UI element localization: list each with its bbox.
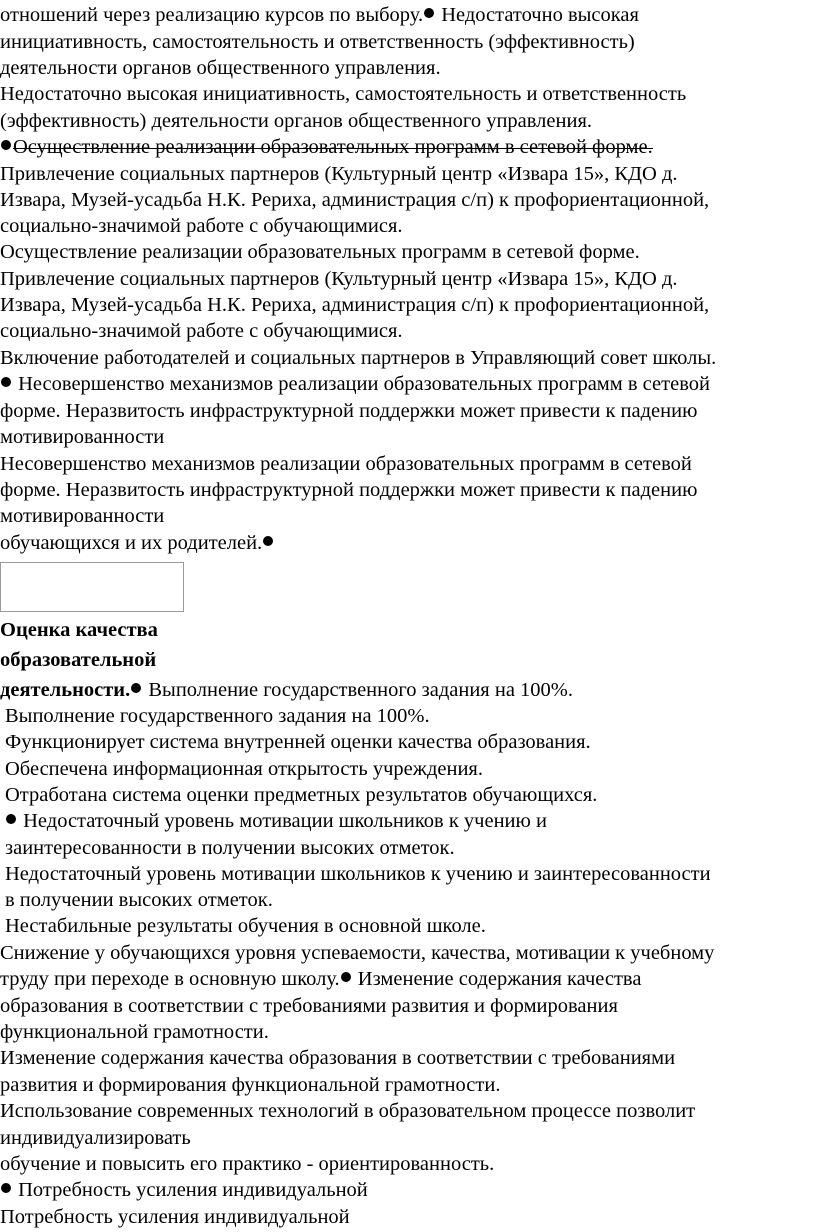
text-line: Несовершенство механизмов реализации образовательных программ в сетевой <box>0 371 710 397</box>
text-line: Недостаточно высокая инициативность, самостоятельность и ответственность <box>0 83 687 105</box>
text-line: социально-значимой работе с обучающимися. <box>0 215 403 237</box>
text-line: Несовершенство механизмов реализации образовательных программ в сетевой <box>0 453 692 475</box>
text-line: инициативность, самостоятельность и ответственность (эффективность) <box>0 31 635 53</box>
text-line: Недостаточный уровень мотивации школьников к учению и заинтересованности <box>5 863 711 885</box>
text-line: Включение работодателей и социальных партнеров в Управляющий совет школы. <box>0 347 717 369</box>
text-line: индивидуализировать <box>0 1127 191 1149</box>
text-line: Отработана система оценки предметных результатов обучающихся. <box>5 784 598 806</box>
text-line: Привлечение социальных партнеров (Культурный центр «Извара 15», КДО д. <box>0 268 678 290</box>
text-line: Недостаточный уровень мотивации школьников к учению и <box>5 808 547 834</box>
text-line: Осуществление реализации образовательных программ в сетевой форме. <box>0 134 653 160</box>
text-line: обучение и повысить его практико - ориентированность. <box>0 1153 495 1175</box>
text-line: Нестабильные результаты обучения в основной школе. <box>5 915 486 937</box>
text-line: мотивированности <box>0 505 165 527</box>
text-line: Снижение у обучающихся уровня успеваемости, качества, мотивации к учебному <box>0 942 715 964</box>
text-line: Извара, Музей-усадьба Н.К. Рериха, администрация с/п) к профориентационной, <box>0 294 710 316</box>
text-line: Осуществление реализации образовательных программ в сетевой форме. <box>0 241 640 263</box>
text-line: Функционирует система внутренней оценки качества образования. <box>5 731 591 753</box>
text-line: в получении высоких отметок. <box>5 889 273 911</box>
text-line: Изменение содержания качества образования в соответствии с требованиями <box>0 1047 676 1069</box>
bullet-icon <box>1 1183 11 1193</box>
text-line: форме. Неразвитость инфраструктурной поддержки может привести к падению <box>0 400 698 422</box>
bullet-icon <box>1 140 11 150</box>
text-line: форме. Неразвитость инфраструктурной поддержки может привести к падению <box>0 479 698 501</box>
text-line: труду при переходе в основную школу. Изменение содержания качества <box>0 968 642 990</box>
bullet-icon <box>263 536 273 546</box>
text-line: деятельности органов общественного управления. <box>0 57 441 79</box>
text-line: заинтересованности в получении высоких отметок. <box>5 837 455 859</box>
section-heading: Оценка качества <box>0 619 158 641</box>
text-line: образования в соответствии с требованиями развития и формирования <box>0 995 618 1017</box>
bullet-icon <box>1 377 11 387</box>
text-line: развития и формирования функциональной грамотности. <box>0 1074 501 1096</box>
text-line: деятельности. Выполнение государственного задания на 100%. <box>0 679 574 701</box>
text-line: Обеспечена информационная открытость учреждения. <box>5 758 483 780</box>
text-line: (эффективность) деятельности органов общественного управления. <box>0 110 593 132</box>
bullet-icon <box>131 683 141 693</box>
text-line: Извара, Музей-усадьба Н.К. Рериха, администрация с/п) к профориентационной, <box>0 189 710 211</box>
text-line: функциональной грамотности. <box>0 1021 269 1043</box>
text-line: Выполнение государственного задания на 100%. <box>5 705 430 727</box>
text-line: Привлечение социальных партнеров (Культурный центр «Извара 15», КДО д. <box>0 163 678 185</box>
section-heading: образовательной <box>0 649 157 671</box>
text-line: Потребность усиления индивидуальной <box>0 1206 350 1228</box>
text-line: мотивированности <box>0 426 165 448</box>
empty-cell <box>0 562 184 612</box>
text-line: отношений через реализацию курсов по выбору. Недостаточно высокая <box>0 4 639 26</box>
bullet-icon <box>341 972 351 982</box>
text-line: Использование современных технологий в образовательном процессе позволит <box>0 1100 696 1122</box>
bullet-icon <box>6 814 16 824</box>
text-line: обучающихся и их родителей. <box>0 530 275 556</box>
bullet-icon <box>424 8 434 18</box>
text-line: социально-значимой работе с обучающимися. <box>0 320 403 342</box>
text-line: Потребность усиления индивидуальной <box>0 1177 368 1203</box>
